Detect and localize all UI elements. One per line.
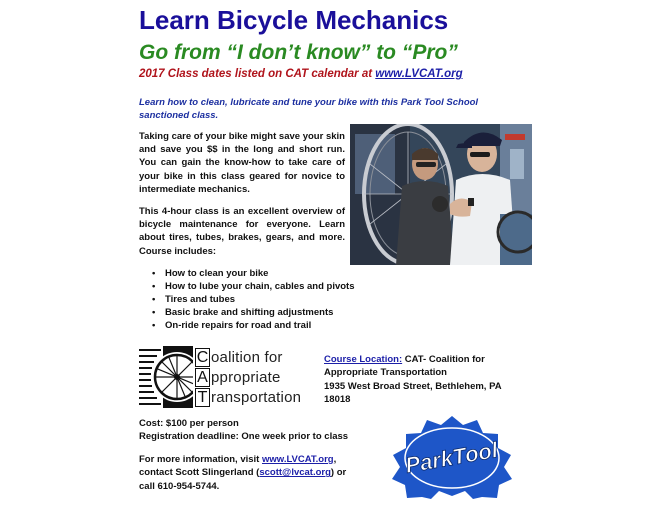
page-subtitle: Go from “I don’t know” to “Pro” [139, 41, 458, 64]
body-paragraph-2: This 4-hour class is an excellent overview of bicycle maintenance for everyone. Learn about tires, tubes, brakes, gears, and more. Course includes: [139, 206, 345, 257]
cat-row-a [195, 368, 301, 387]
cat-letter: T [195, 388, 210, 407]
list-item: • How to clean your bike [152, 267, 355, 280]
park-tool-logo [377, 415, 527, 499]
cat-wordmark [195, 348, 301, 408]
cat-logo [139, 346, 321, 408]
phone-text: call 610-954-5744. [139, 480, 220, 492]
list-item: • Basic brake and shifting adjustments [152, 306, 355, 319]
cat-letter: A [195, 368, 210, 387]
cat-word: ppropriate [211, 368, 281, 386]
cost-info [139, 417, 348, 444]
location-line: Appropriate Transportation [324, 367, 447, 379]
list-item: • Tires and tubes [152, 293, 355, 306]
class-dates-line [139, 67, 463, 82]
location-line: 18018 [324, 393, 351, 405]
lvcat-link[interactable]: www.LVCAT.org [262, 454, 334, 465]
email-link[interactable]: scott@lvcat.org [259, 467, 331, 479]
course-location [324, 353, 544, 406]
body-paragraph-1: Taking care of your bike might save your skin and save you $$ in the long and short run. You can gain the know-how to take care of your bike in this class geared for novice to intermediate mechanics. [139, 131, 345, 195]
cat-word: oalition for [211, 348, 283, 366]
cat-word: ransportation [211, 388, 302, 406]
location-line: 1935 West Broad Street, Bethlehem, PA [324, 380, 502, 392]
class-dates-text: 2017 Class dates listed on CAT calendar at [139, 68, 376, 80]
info-text: contact Scott Slingerland ( [139, 467, 260, 479]
info-text: ) or [330, 467, 347, 479]
lvcat-link[interactable]: www.LVCAT.org [375, 68, 463, 80]
info-text: , [333, 454, 337, 465]
bicycle-wheel-icon [139, 346, 193, 408]
list-item: • How to lube your chain, cables and pivots [152, 280, 355, 293]
mechanics-photo [350, 124, 532, 265]
registration-deadline: Registration deadline: One week prior to class [139, 431, 349, 443]
mechanics-photo-illustration [350, 124, 532, 265]
course-location-label: Course Location: [324, 354, 403, 365]
list-item: • On-ride repairs for road and trail [152, 319, 355, 332]
cat-row-t [195, 388, 301, 407]
page-title: Learn Bicycle Mechanics [139, 5, 449, 35]
cost-line: Cost: $100 per person [139, 418, 239, 429]
location-line: CAT- Coalition for [402, 354, 485, 365]
cat-row-c [195, 348, 301, 367]
info-text: For more information, visit [139, 454, 262, 465]
course-list [152, 267, 355, 332]
intro-text: Learn how to clean, lubricate and tune your bike with this Park Tool School sanctioned class. [139, 97, 479, 121]
cat-letter: C [196, 348, 209, 366]
contact-info [139, 453, 379, 493]
park-tool-wordmark: ParkTool [403, 437, 500, 478]
